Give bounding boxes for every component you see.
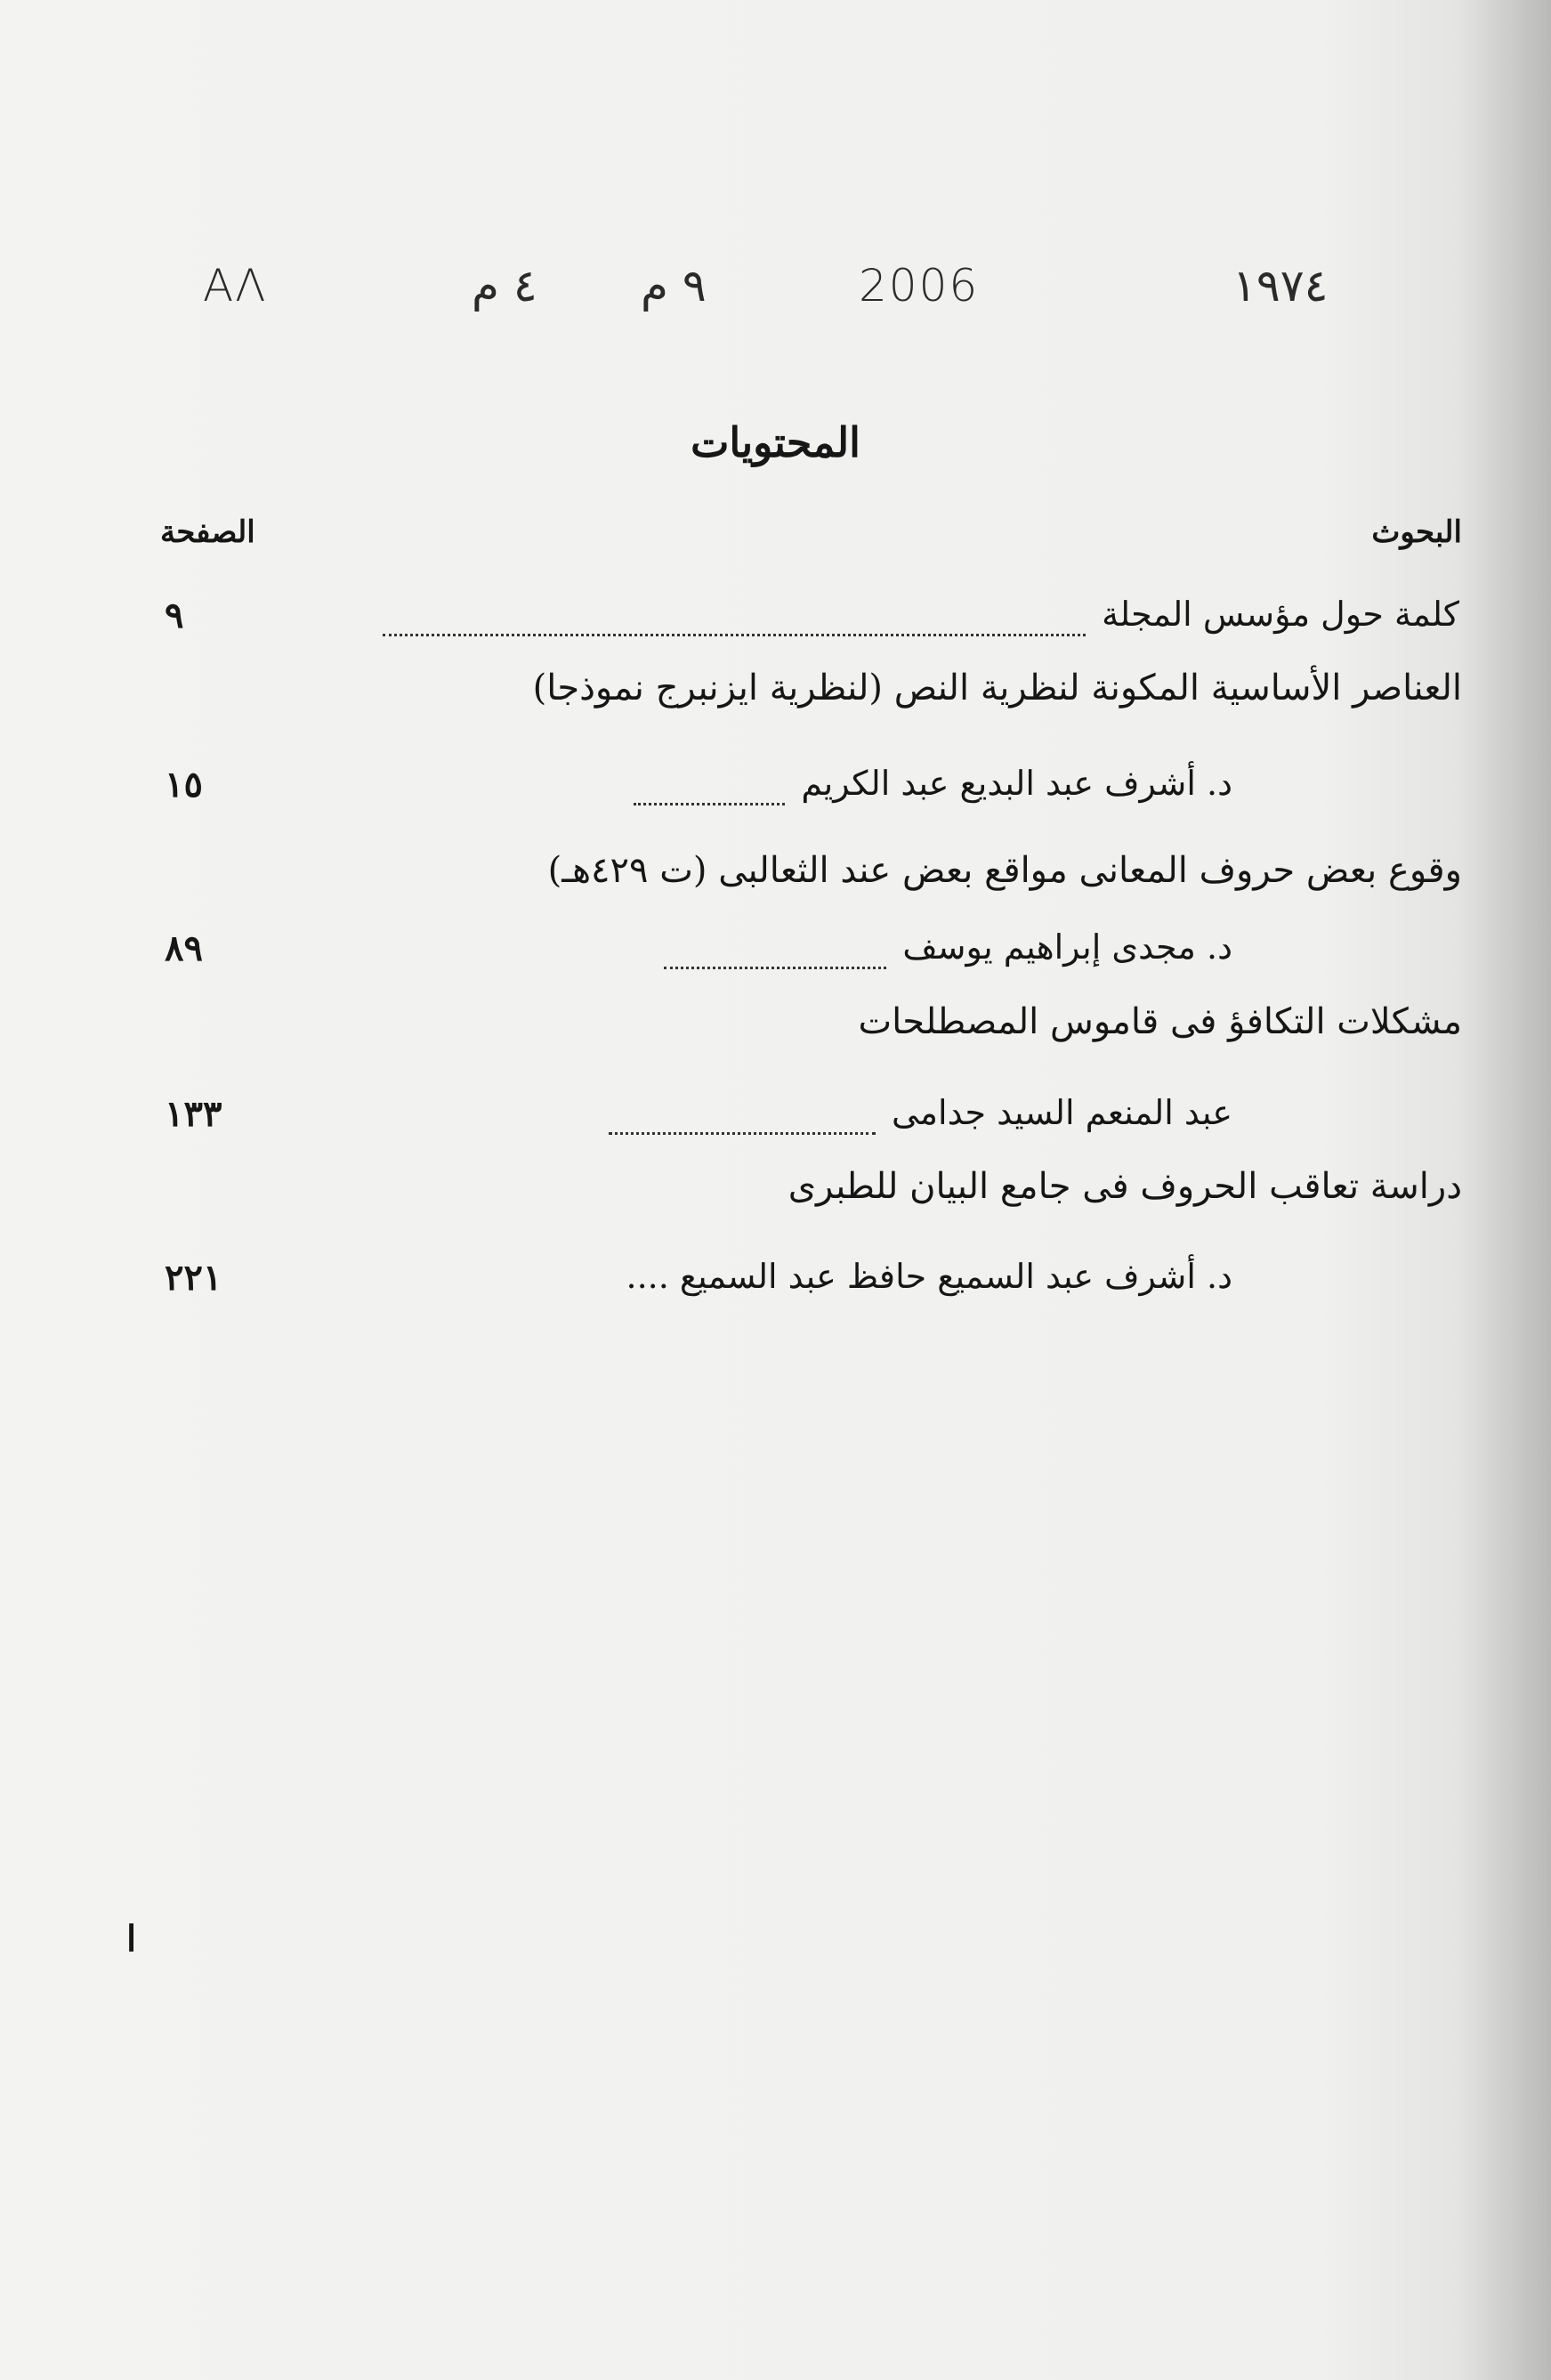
- toc-page-number: ٩: [165, 595, 184, 636]
- toc-entry: [147, 764, 1232, 826]
- toc-entry-title: مشكلات التكافؤ فى قاموس المصطلحات: [858, 1001, 1462, 1042]
- handwritten-year: 2006: [859, 260, 980, 312]
- toc-entry-author: د. أشرف عبد البديع عبد الكريم: [801, 764, 1232, 803]
- toc-entry-author: عبد المنعم السيد جدامى: [892, 1093, 1232, 1132]
- handwritten-code: ΑΛ: [203, 260, 268, 312]
- toc-entry: [147, 595, 1459, 657]
- toc-entry-author: د. مجدى إبراهيم يوسف: [902, 927, 1232, 967]
- handwritten-volume: ٤ م: [472, 260, 537, 312]
- toc-entry-title: وقوع بعض حروف المعانى مواقع بعض عند الثعالبى (ت ٤٢٩هـ): [547, 850, 1462, 891]
- margin-mark: ا: [126, 1918, 137, 1960]
- toc-entry-author: د. أشرف عبد السميع حافظ عبد السميع ....: [626, 1257, 1232, 1296]
- toc-entry-title: كلمة حول مؤسس المجلة: [1102, 595, 1459, 634]
- dot-leader: [634, 802, 785, 805]
- toc-entry-title: العناصر الأساسية المكونة لنظرية النص (لنظرية ايزنبرج نموذجا): [532, 668, 1462, 708]
- toc-page-number: ١٥: [165, 764, 203, 805]
- column-header-research: البحوث: [1371, 514, 1462, 550]
- column-header-page: الصفحة: [160, 514, 255, 550]
- toc-page-number: ٢٢١: [165, 1257, 222, 1299]
- toc-entry-title: دراسة تعاقب الحروف فى جامع البيان للطبرى: [788, 1166, 1462, 1207]
- dot-leader: [664, 966, 886, 969]
- handwritten-accession: ١٩٧٤: [1232, 260, 1329, 312]
- dot-leader: [383, 633, 1086, 636]
- page-title: المحتويات: [691, 418, 860, 466]
- toc-entry: [147, 1093, 1232, 1155]
- toc-page-number: ١٣٣: [165, 1093, 222, 1135]
- handwritten-issue: ٩ م: [641, 260, 707, 312]
- toc-entry: [147, 927, 1232, 990]
- toc-page-number: ٨٩: [165, 927, 203, 969]
- toc-entry: [147, 1257, 1232, 1319]
- dot-leader: [609, 1131, 876, 1135]
